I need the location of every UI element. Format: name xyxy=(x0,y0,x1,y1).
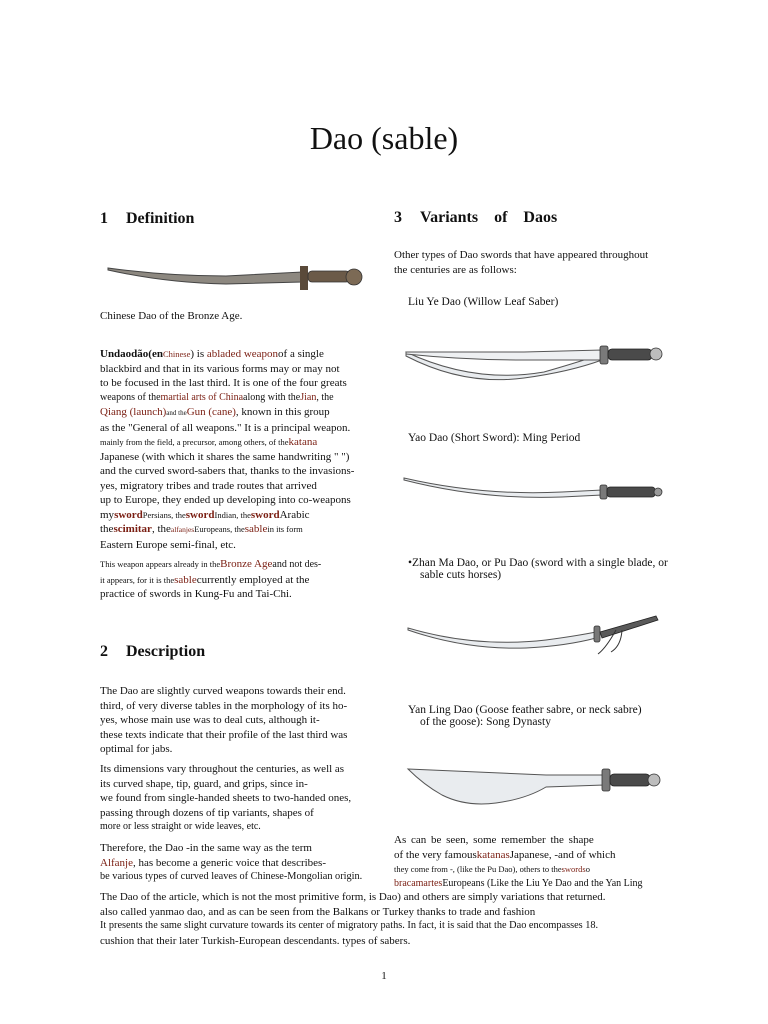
link-bracamartes[interactable]: bracamartes xyxy=(394,877,443,889)
link-alfanjes[interactable]: alfanjes xyxy=(170,525,195,534)
link-bronze-age[interactable]: Bronze Age xyxy=(220,558,273,570)
bronze-age-paragraph: This weapon appears already in theBronze Ageand not des- it appears, for it is thesablecurrently employed at the practice of swords in Kung-Fu and Tai-Chi. xyxy=(100,558,322,600)
description-paragraph-1: The Dao are slightly curved weapons towards their end. third, of very diverse tables in the morphology of its ho- yes, whose main use was to deal cuts, although it- these texts indicate that their profile of the last third was optimal for jabs. xyxy=(100,685,348,755)
variant-yan-ling-dao: Yan Ling Dao (Goose feather sabre, or neck sabre) of the goose): Song Dynasty xyxy=(408,704,642,728)
variant-liu-ye-dao: Liu Ye Dao (Willow Leaf Saber) xyxy=(408,296,559,308)
yan-ling-dao-image xyxy=(406,755,668,815)
link-jian[interactable]: Jian xyxy=(300,391,317,403)
link-swords[interactable]: swords xyxy=(561,864,586,874)
zhan-ma-dao-image xyxy=(406,608,668,658)
link-katanas[interactable]: katanas xyxy=(476,848,510,861)
yao-dao-image xyxy=(402,470,664,506)
variant-yao-dao: Yao Dao (Short Sword): Ming Period xyxy=(408,432,581,444)
link-sword-persian[interactable]: sword xyxy=(114,508,143,521)
description-paragraph-2: Its dimensions vary throughout the centuries, as well as its curved shape, tip, guard, and grips, since in- we found from single-handed sheets to two-handed ones, passing through dozens of tip variants, shapes of more or less straight or wide leaves, etc. xyxy=(100,763,352,832)
link-sable-2[interactable]: sable xyxy=(174,573,197,586)
link-qiang[interactable]: Qiang (launch) xyxy=(100,406,167,418)
page-title: Dao (sable) xyxy=(309,120,459,156)
bronze-dao-image xyxy=(106,258,368,296)
link-sable[interactable]: sable xyxy=(244,523,268,535)
link-bladed-weapon[interactable]: abladed weapon xyxy=(206,348,279,360)
link-martial-arts[interactable]: martial arts of China xyxy=(160,391,244,403)
section-heading-description: 2 Description xyxy=(100,643,206,660)
page-number: 1 xyxy=(381,970,387,982)
link-alfanje[interactable]: Alfanje xyxy=(100,856,133,869)
variants-closing-paragraph: As can be seen, some remember the shape of the very famouskatanasJapanese, -and of which they come from -, (like the Pu Dao), others to theswordso bracamartesEuropeans (Like the Liu Ye Dao and the Yan Ling xyxy=(394,834,643,889)
liu-ye-dao-image xyxy=(404,330,666,386)
section-heading-variants: 3 Variants of Daos xyxy=(394,209,558,226)
link-katana[interactable]: katana xyxy=(288,436,318,448)
variant-zhan-ma-dao: •Zhan Ma Dao, or Pu Dao (sword with a single blade, or sable cuts horses) xyxy=(408,557,668,581)
definition-paragraph: Undaodão(enChinese) is abladed weaponof a single blackbird and that in its various forms may or may not to be focused in the last third. It is one of the four greats weapons of themartial arts of Chinaalong with theJian, the Qiang (launch)and theGun (cane), known in this group as the "General of all weapons." It is a principal weapon. mainly from the field, a precursor, among others, of thekatana Japanese (with which it shares the same handwriting " ") and the curved sword-sabers that, thanks to the invasions- yes, migratory tribes and trade routes that arrived up to Europe, they ended up developing into co-weapons myswordPersians, theswordIndian, theswordArabic thescimitar, thealfanjesEuropeans, thesablein its form Eastern Europe semi-final, etc. xyxy=(100,348,355,551)
figure-caption: Chinese Dao of the Bronze Age. xyxy=(100,310,243,322)
link-sword-indian[interactable]: sword xyxy=(185,508,215,521)
link-sword-arabic[interactable]: sword xyxy=(250,508,280,521)
bottom-paragraph: The Dao of the article, which is not the most primitive form, is Dao) and others are simply variations that returned. also called yanmao dao, and as can be seen from the Balkans or Turkey thanks to trade and fashion It presents the same slight curvature towards its center of migratory paths. In fact, it is said that the Dao encompasses 18. cushion that their later Turkish-European descendants. types of sabers. xyxy=(100,891,606,947)
link-scimitar[interactable]: scimitar xyxy=(113,523,152,535)
link-chinese[interactable]: Chinese xyxy=(162,349,191,359)
description-paragraph-3: Therefore, the Dao -in the same way as the term Alfanje, has become a generic voice that describes- be various types of curved leaves of Chinese-Mongolian origin. xyxy=(100,842,363,882)
variants-intro: Other types of Dao swords that have appeared throughout the centuries are as follows: xyxy=(394,249,649,276)
section-heading-definition: 1 Definition xyxy=(100,210,195,227)
link-gun[interactable]: Gun (cane) xyxy=(186,406,236,418)
